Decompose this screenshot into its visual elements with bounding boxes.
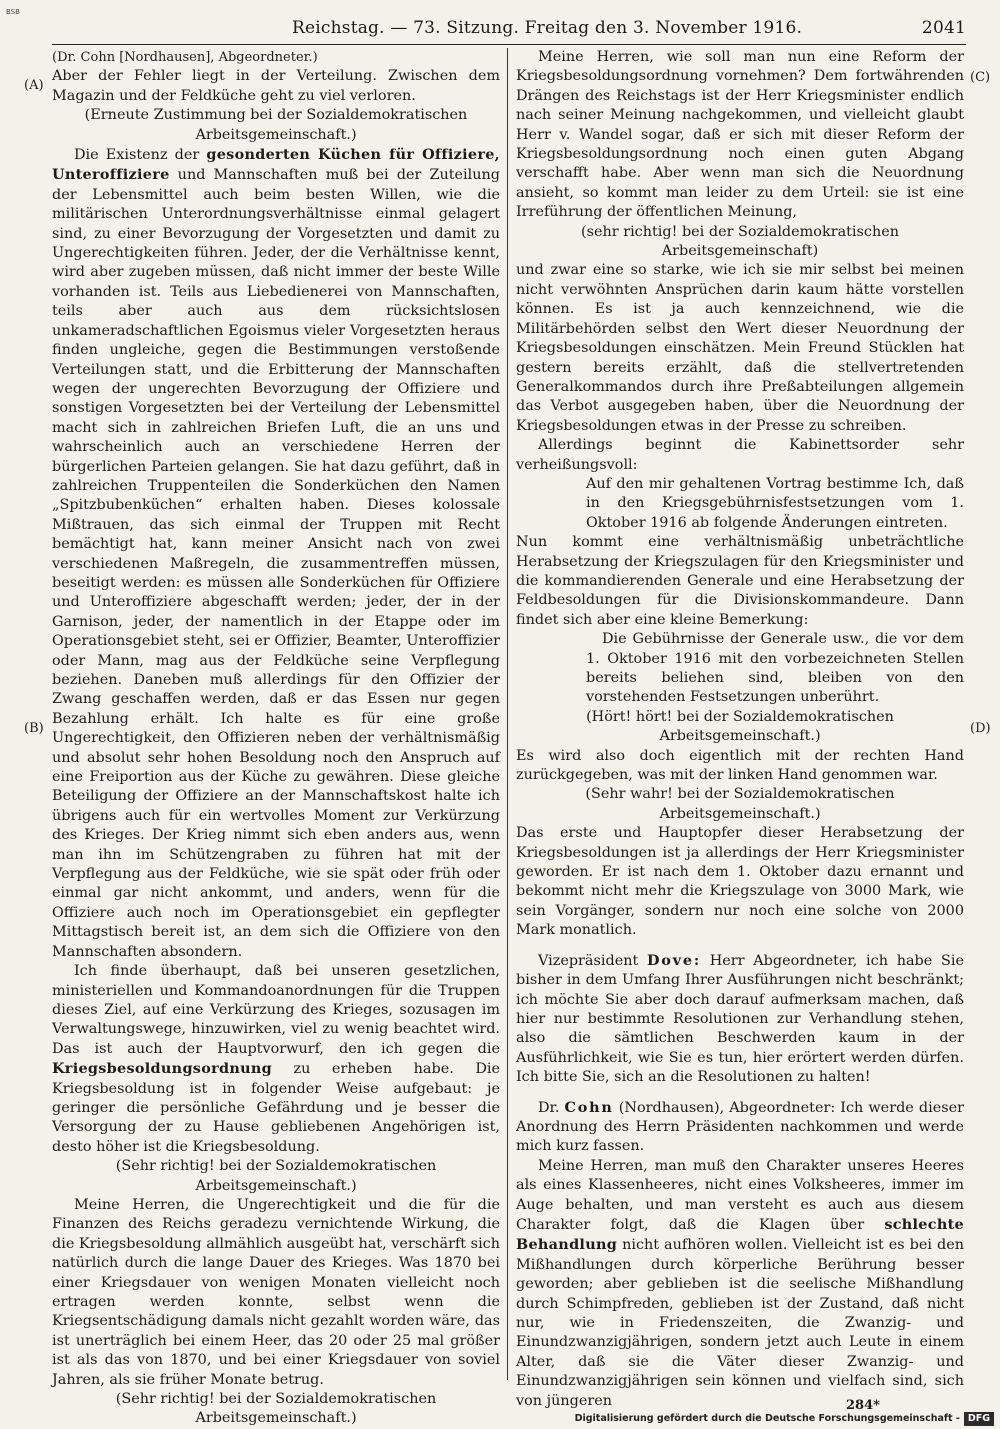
paragraph: und zwar eine so starke, wie ich sie mir selbst bei meinen nicht verwöhnten Ansprüchen darin kaum hätte vorstellen können. Es ist ja auch kennzeichnend, wie die Militärbehörden selbst den Wert dieser Neuordnung der Kriegsbesoldungen einschätzen. Mein Freund Stücklen hat gestern bereits erzählt, daß die stellvertretenden Generalkommandos durch ihre Preßabteilungen allgemein das Verbot ausgegeben haben, über die Neuordnung der Kriegsbesoldungen etwas in der Presse zu schreiben.	[516, 262, 964, 434]
reaction: (Erneute Zustimmung bei der Sozialdemokratischen Arbeitsgemeinschaft.)	[84, 107, 468, 143]
paragraph: Nun kommt eine verhältnismäßig unbeträchtliche Herabsetzung der Kriegszulagen für den Kriegsminister und die kommandierenden Generale und eine Herabsetzung der Feldbesoldungen für die Divisionskommandeure. Dann findet sich aber eine kleine Bemerkung:	[516, 534, 964, 628]
paragraph: Meine Herren, wie soll man nun eine Reform der Kriegsbesoldungsordnung vornehmen? Dem fortwährenden Drängen des Reichstags ist der Herr Kriegsminister endlich nach seiner Meinung nachgekommen, und vielleicht glaubt Herr v. Wandel sogar, daß er sich mit dieser Reform der Kriegsbesoldungsordnung noch einen guten Abgang verschafft habe. Aber wenn man sich die Neuordnung ansieht, so kommt man leider zu dem Urteil: sie ist eine Irreführung der öffentlichen Meinung,	[516, 49, 964, 221]
paragraph: Aber der Fehler liegt in der Verteilung. Zwischen dem Magazin und der Feldküche geht zu viel verloren.	[52, 68, 500, 104]
paragraph: Das erste und Hauptopfer dieser Herabsetzung der Kriegsbesoldungen ist ja allerdings der Herr Kriegsminister geworden. Er ist nach dem 1. Oktober dazu ernannt und bekommt nicht mehr die Kriegszulage von 3000 Mark, wie sein Vorgänger, sondern nur noch eine solche von 2000 Mark monatlich.	[516, 825, 964, 939]
speaker-name: Cohn	[564, 1098, 614, 1116]
emphasis: schlechte Behandlung	[516, 1215, 964, 1254]
paragraph: Es wird also doch eigentlich mit der rechten Hand zurückgegeben, was mit der linken Hand genommen war.	[516, 747, 964, 784]
emphasis: gesonderten Küchen für Offiziere, Unteroffiziere	[52, 146, 500, 184]
reaction: (sehr richtig! bei der Sozialdemokratischen Arbeitsgemeinschaft)	[580, 223, 900, 260]
page-number: 2041	[921, 18, 966, 38]
quotation: Die Gebührnisse der Generale usw., die vor dem 1. Oktober 1916 mit den vorbezeichneten Stellen bereits beliehen sind, bleiben von den vorstehenden Festsetzungen unberührt.	[586, 631, 964, 706]
speaker-vizepraesident: Vizepräsident Dove: Herr Abgeordneter, ich habe Sie bisher in dem Umfang Ihrer Ausführungen nicht beschränkt; ich möchte Sie aber doch darauf aufmerksam machen, daß hier nur bestimmte Resolutionen zur Verhandlung stehen, also die sämtlichen Beschwerden kaum in der Ausführlichkeit, wie Sie es tun, hier erörtert werden dürfen. Ich bitte Sie, sich an die Resolutionen zu halten!	[516, 951, 964, 1086]
margin-mark-c: (C)	[970, 70, 991, 85]
margin-mark-d: (D)	[970, 721, 991, 736]
header-rule	[52, 44, 966, 45]
reaction: (Hört! hört! bei der Sozialdemokratischen Arbeitsgemeinschaft.)	[586, 708, 894, 745]
paragraph: Meine Herren, man muß den Charakter unseres Heeres als eines Klassenheeres, nicht eines Volksheeres, immer im Auge behalten, und man versteht es auch aus diesem Charakter folgt, daß die Klagen über schlechte Behandlung nicht aufhören wollen. Vielleicht ist es bei den Mißhandlungen durch körperliche Berührung besser geworden; aber geblieben ist die seelische Mißhandlung durch Schimpfreden, geblieben ist der Zustand, daß nicht nur, wie in Friedenszeiten, die Zwanzig- und Einundzwanzigjährigen, sondern jetzt auch Leute in einem Alter, daß sie die Väter dieser Zwanzig- und Einundzwanzigjährigen sein können und vielfach sind, sich von jüngeren	[516, 1157, 964, 1409]
paragraph: Die Existenz der gesonderten Küchen für Offiziere, Unteroffiziere und Mannschaften muß bei der Zuteilung der Lebensmittel auch beim besten Willen, wie die militärischen Unterordnungsverhältnisse einmal gelagert sind, zu einer Bevorzugung der Vorgesetzten und damit zu Ungerechtigkeiten führen. Jeder, der die Verhältnisse kennt, wird aber zugeben müssen, daß nicht immer der beste Wille vorhanden ist. Teils aus Liebedienerei von Mannschaften, teils aber auch aus dem rücksichtslosen unkameradschaftlichen Egoismus vieler Vorgesetzten heraus finden ungleiche, gegen die Bestimmungen verstoßende Verteilungen statt, und die Erbitterung der Mannschaften wegen der ungerechten Bevorzugung der Offiziere und sonstigen Vorgesetzten bei der Verteilung der Lebensmittel macht sich in zahlreichen Briefen Luft, die an uns und wahrscheinlich auch an verschiedene Herren der bürgerlichen Parteien gelangen. Sie hat dazu geführt, daß in zahlreichen Truppenteilen die Sonderküchen den Namen „Spitzbubenküchen“ erhalten haben. Dieses kolossale Mißtrauen, das sich einmal der Truppen mit Recht bemächtigt hat, kann meiner Ansicht nach von zwei verschiedenen Maßregeln, die zusammentreffen müssen, beseitigt werden: es müssen alle Sonderküchen für Offiziere und Unteroffiziere abgeschafft werden; jeder, der in der Garnison, jeder, der namentlich in der Etappe oder im Operationsgebiet steht, sei er Offizier, Beamter, Unteroffizier oder Mann, mag aus der Feldküche seine Verpflegung beziehen. Daneben muß allerdings für den Offizier der Zwang geschaffen werden, daß er das Essen nur gegen Bezahlung erhält. Ich halte es für eine große Ungerechtigkeit, den Offizieren neben der verhältnismäßig und absolut sehr hohen Besoldung noch den Anspruch auf eine Freiportion aus der Küche zu gewähren. Diese gleiche Beteiligung der Offiziere an der Mannschaftskost halte ich übrigens auch für ein wertvolles Moment zur Verkürzung des Krieges. Der Krieg nimmt sich eben anders aus, wenn man ihn im Schützengraben zu führen hat mit der Verpflegung aus der Feldküche, wie sie spät oder früh oder einmal gar nicht ankommt, und anders, wenn für die Offiziere auch noch im Operationsgebiet ein gepflegter Mittagstisch bereit ist, an dem sich die Offiziere von den Mannschaften absondern.	[52, 146, 500, 960]
paragraph: Meine Herren, die Ungerechtigkeit und die für die Finanzen des Reichs geradezu vernichtende Wirkung, die die Kriegsbesoldung allmählich ausgeübt hat, verschärft sich natürlich durch die lange Dauer des Krieges. Was 1870 bei einer Kriegsdauer von wenigen Monaten vielleicht noch ertragen werden konnte, selbst wenn die Kriegsentschädigung damals nicht gezahlt worden wäre, das ist unerträglich bei einem Heer, das 20 oder 25 mal größer ist als das von 1870, und bei einer Kriegsdauer von soviel Jahren, als sie früher Monate betrug.	[52, 1196, 500, 1388]
left-column	[52, 48, 500, 1427]
digitization-footer	[569, 1410, 1000, 1428]
footer-text: Digitalisierung gefördert durch die Deutsche Forschungsgemeinschaft -	[574, 1413, 960, 1424]
speaker-cohn: Dr. Cohn (Nordhausen), Abgeordneter: Ich werde dieser Anordnung des Herrn Präsidenten nachkommen und werde mich kurz fassen.	[516, 1098, 964, 1155]
dfg-logo: DFG	[964, 1412, 994, 1426]
emphasis: Kriegsbesoldungsordnung	[52, 1060, 273, 1078]
speaker-continuation: (Dr. Cohn [Nordhausen], Abgeordneter.)	[52, 50, 318, 65]
signature-mark: 284*	[846, 1398, 880, 1413]
margin-mark-b: (B)	[24, 721, 44, 736]
margin-mark-a: (A)	[24, 78, 44, 93]
reaction: (Sehr wahr! bei der Sozialdemokratischen Arbeitsgemeinschaft.)	[585, 786, 895, 822]
column-divider	[507, 48, 508, 1380]
quotation: Auf den mir gehaltenen Vortrag bestimme Ich, daß in den Kriegsgebührnisfestsetzungen vom 1. Oktober 1916 ab folgende Änderungen eintreten.	[586, 475, 964, 531]
scan-mark: BSB	[6, 8, 20, 16]
page-title: Reichstag. — 73. Sitzung. Freitag den 3. November 1916.	[292, 18, 803, 38]
paragraph: Ich finde überhaupt, daß bei unseren gesetzlichen, ministeriellen und Kommandoanordnungen für die Truppen dieses Ziel, auf eine Verkürzung des Krieges, sozusagen im Verwaltungswege, hinzuwirken, viel zu wenig beachtet wird. Das ist auch der Hauptvorwurf, den ich gegen die Kriegsbesoldungsordnung zu erheben habe. Die Kriegsbesoldung ist in folgender Weise aufgebaut: je geringer die persönliche Gefährdung und je besser die Versorgung der zu Hause gebliebenen Angehörigen ist, desto höher ist die Kriegsbesoldung.	[52, 963, 500, 1155]
reaction: (Sehr richtig! bei der Sozialdemokratischen Arbeitsgemeinschaft.)	[115, 1391, 437, 1427]
running-head	[52, 18, 966, 44]
speaker-name: Dove:	[647, 951, 701, 969]
reaction: (Sehr richtig! bei der Sozialdemokratischen Arbeitsgemeinschaft.)	[115, 1158, 437, 1194]
paragraph: Allerdings beginnt die Kabinettsorder sehr verheißungsvoll:	[516, 437, 964, 473]
